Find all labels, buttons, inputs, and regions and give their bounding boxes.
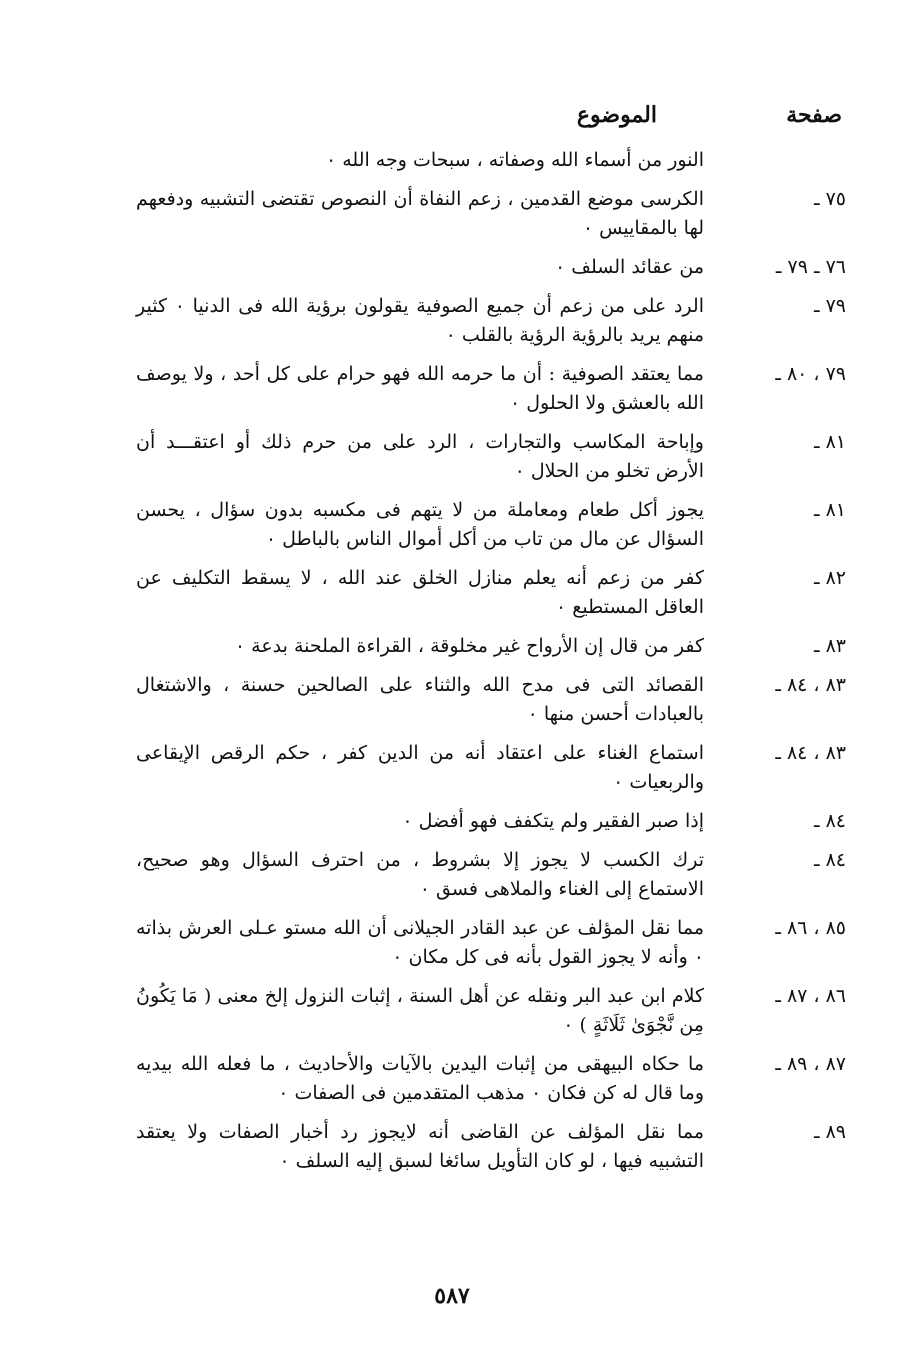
entry-text: كلام ابن عبد البر ونقله عن أهل السنة ، إثبات النزول إلخ معنى ( مَا يَكُونُ مِن نَّجْوَىٰ ثَلَاثَةٍ ) ٠ (136, 985, 704, 1036)
entry-pages: ٨٣ ـ (813, 635, 846, 657)
entry-text: الكرسى موضع القدمين ، زعم النفاة أن النصوص تقتضى التشبيه ودفعهم لها بالمقاييس ٠ (136, 188, 704, 239)
entry-pages: ٨٢ ـ (813, 567, 846, 589)
entry-text: الرد على من زعم أن جميع الصوفية يقولون برؤية الله فى الدنيا ٠ كثير منهم يريد بالرؤية الرؤية بالقلب ٠ (136, 295, 704, 346)
index-entry (136, 292, 846, 350)
entry-pages: ٧٩ ، ٨٠ ـ (775, 363, 846, 385)
entry-pages: ٧٩ ـ (813, 295, 846, 317)
index-entry (136, 739, 846, 797)
column-header (120, 102, 842, 136)
entry-text: القصائد التى فى مدح الله والثناء على الصالحين حسنة ، والاشتغال بالعبادات أحسن منها ٠ (136, 674, 704, 725)
entry-pages: ٨١ ـ (813, 431, 846, 453)
page-number: ٥٨٧ (434, 1283, 470, 1309)
entry-text: وإباحة المكاسب والتجارات ، الرد على من حرم ذلك أو اعتقـــد أن الأرض تخلو من الحلال ٠ (136, 431, 704, 482)
entry-pages: ٨٣ ، ٨٤ ـ (775, 742, 846, 764)
entry-text: ما حكاه البيهقى من إثبات اليدين بالآيات والأحاديث ، ما فعله الله بيديه وما قال له كن فكان ٠ مذهب المتقدمين فى الصفات ٠ (136, 1053, 704, 1104)
entry-text: مما نقل المؤلف عن القاضى أنه لايجوز رد أخبار الصفات ولا يعتقد التشبيه فيها ، لو كان التأويل سائغا لسبق إليه السلف ٠ (136, 1121, 704, 1172)
entry-pages: ٨٧ ، ٨٩ ـ (775, 1053, 846, 1075)
entry-pages: ٨١ ـ (813, 499, 846, 521)
entry-pages: ٨٣ ، ٨٤ ـ (775, 674, 846, 696)
entry-pages: ٧٦ ـ ٧٩ ـ (775, 256, 846, 278)
index-entry (136, 1050, 846, 1108)
index-entries (136, 146, 846, 1186)
entry-pages: ٨٦ ، ٨٧ ـ (775, 985, 846, 1007)
index-entry (136, 360, 846, 418)
entry-text: من عقائد السلف ٠ (555, 256, 704, 278)
index-entry (136, 1118, 846, 1176)
index-entry (136, 428, 846, 486)
index-entry (136, 632, 846, 661)
entry-pages: ٨٤ ـ (813, 810, 846, 832)
entry-text: استماع الغناء على اعتقاد أنه من الدين كفر ، حكم الرقص الإيقاعى والربعيات ٠ (136, 742, 704, 793)
entry-pages: ٨٤ ـ (813, 849, 846, 871)
entry-text: إذا صبر الفقير ولم يتكفف فهو أفضل ٠ (402, 810, 704, 832)
index-entry (136, 914, 846, 972)
index-entry (136, 496, 846, 554)
entry-text: كفر من قال إن الأرواح غير مخلوقة ، القراءة الملحنة بدعة ٠ (234, 635, 704, 657)
index-entry (136, 846, 846, 904)
index-entry (136, 564, 846, 622)
entry-pages: ٧٥ ـ (813, 188, 846, 210)
entry-text: مما يعتقد الصوفية : أن ما حرمه الله فهو حرام على كل أحد ، ولا يوصف الله بالعشق ولا الحلول ٠ (136, 363, 704, 414)
entry-text: كفر من زعم أنه يعلم منازل الخلق عند الله ، لا يسقط التكليف عن العاقل المستطيع ٠ (136, 567, 704, 618)
topic-column-heading: الموضوع (576, 102, 657, 128)
index-entry (136, 146, 846, 175)
entry-text: يجوز أكل طعام ومعاملة من لا يتهم فى مكسبه بدون سؤال ، يحسن السؤال عن مال من تاب من أكل أموال الناس بالباطل ٠ (136, 499, 704, 550)
entry-pages: ٨٩ ـ (813, 1121, 846, 1143)
entry-pages: ٨٥ ، ٨٦ ـ (775, 917, 846, 939)
index-entry (136, 982, 846, 1040)
entry-text: مما نقل المؤلف عن عبد القادر الجيلانى أن الله مستو عـلى العرش بذاته ٠ وأنه لا يجوز القول بأنه فى كل مكان ٠ (136, 917, 704, 968)
index-entry (136, 807, 846, 836)
page-column-heading: صفحة (786, 102, 842, 128)
index-entry (136, 253, 846, 282)
index-entry (136, 185, 846, 243)
index-entry (136, 671, 846, 729)
entry-text: ترك الكسب لا يجوز إلا بشروط ، من احترف السؤال وهو صحيح، الاستماع إلى الغناء والملاهى فسق ٠ (136, 849, 704, 900)
entry-text: النور من أسماء الله وصفاته ، سبحات وجه الله ٠ (325, 149, 704, 171)
